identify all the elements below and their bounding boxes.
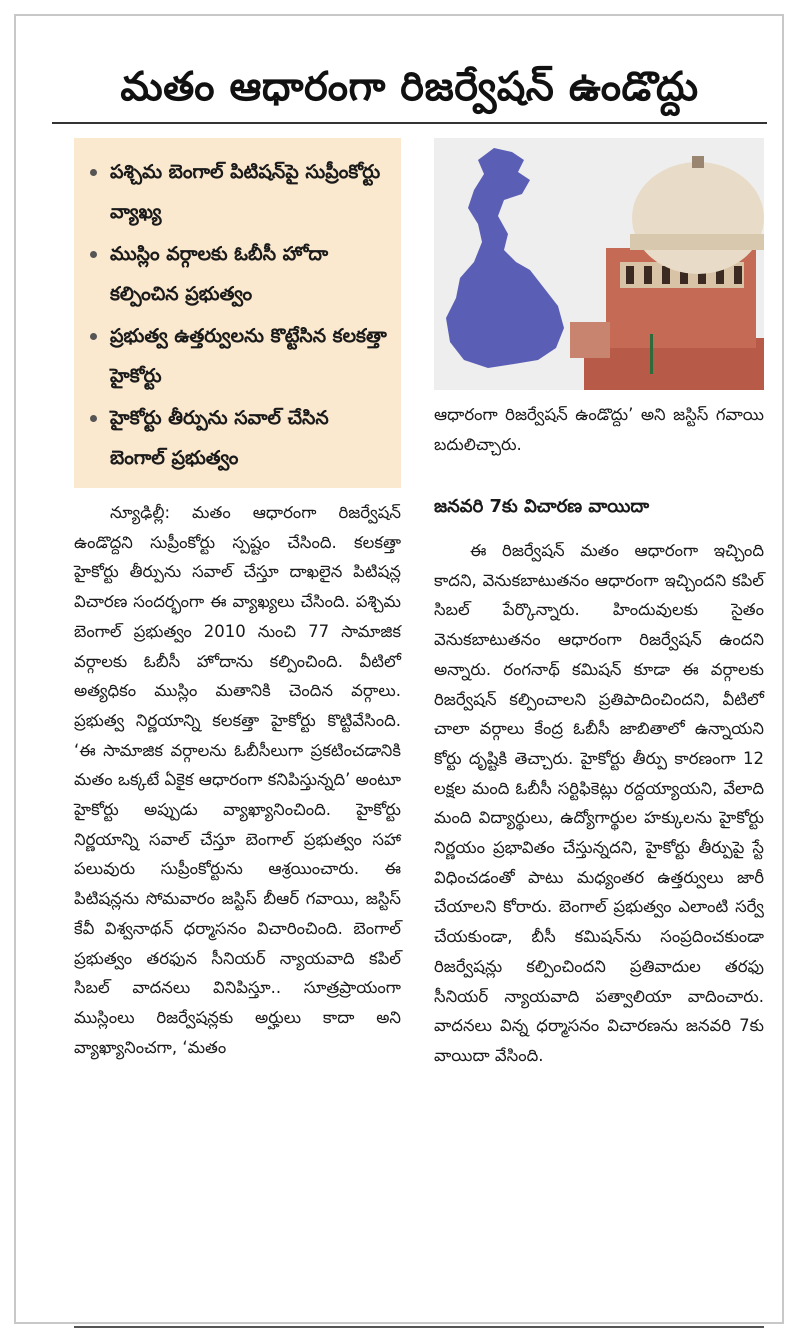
right-column-top — [434, 400, 764, 459]
left-column — [74, 498, 401, 1062]
article-body-continued: ఆధారంగా రిజర్వేషన్ ఉండొద్దు’ అని జస్టిస్ గవాయి బదులిచ్చారు. — [434, 405, 764, 454]
highlight-item — [88, 234, 389, 314]
flag-pole — [650, 334, 653, 374]
bullet-icon — [90, 169, 97, 176]
highlight-text: హైకోర్టు తీర్పును సవాల్ చేసిన బెంగాల్ ప్రభుత్వం — [110, 407, 329, 469]
highlight-item — [88, 316, 389, 396]
right-column — [434, 536, 764, 1071]
subheading: జనవరి 7కు విచారణ వాయిదా — [434, 496, 650, 517]
dome-finial — [692, 156, 704, 168]
dome-drum — [630, 234, 764, 250]
bullet-icon — [90, 415, 97, 422]
court-dome — [632, 162, 764, 274]
news-photo — [434, 138, 764, 390]
highlight-text: ముస్లిం వర్గాలకు ఓబీసీ హోదా కల్పించిన ప్రభుత్వం — [110, 243, 329, 305]
headline-rule — [52, 122, 767, 124]
newspaper-clipping — [14, 14, 784, 1324]
highlight-item — [88, 152, 389, 232]
bullet-icon — [90, 333, 97, 340]
headline: మతం ఆధారంగా రిజర్వేషన్ ఉండొద్దు — [120, 64, 699, 110]
highlights-box — [74, 138, 401, 488]
court-wing — [570, 322, 610, 358]
article-body-left: న్యూఢిల్లీ: మతం ఆధారంగా రిజర్వేషన్ ఉండొద్దని సుప్రీంకోర్టు స్పష్టం చేసింది. కలకత్తా హైకోర్టు తీర్పును సవాల్ చేస్తూ దాఖలైన పిటిషన్ల విచారణ సందర్భంగా ఈ వ్యాఖ్యలు చేసింది. పశ్చిమ బెంగాల్ ప్రభుత్వం 2010 నుంచి 77 సామాజిక వర్గాలకు ఓబీసీ హోదాను కల్పించింది. వీటిలో అత్యధికం ముస్లిం మతానికి చెందిన వర్గాలు. ప్రభుత్వ నిర్ణయాన్ని కలకత్తా హైకోర్టు కొట్టివేసింది. ‘ఈ సామాజిక వర్గాలను ఓబీసీలుగా ప్రకటించడానికి మతం ఒక్కటే ఏకైక ఆధారంగా కనిపిస్తున్నది’ అంటూ హైకోర్టు అప్పుడు వ్యాఖ్యానించింది. హైకోర్టు నిర్ణయాన్ని సవాల్ చేస్తూ బెంగాల్ ప్రభుత్వం సహా పలువురు సుప్రీంకోర్టును ఆశ్రయించారు. ఈ పిటిషన్లను సోమవారం జస్టిస్ బీఆర్ గవాయి, జస్టిస్ కేవీ విశ్వనాథన్ ధర్మాసనం విచారించింది. బెంగాల్ ప్రభుత్వం తరఫున సీనియర్ న్యాయవాది కపిల్ సిబల్ వాదనలు వినిపిస్తూ.. సూత్రప్రాయంగా ముస్లింలు రిజర్వేషన్లకు అర్హులు కాదా అని వ్యాఖ్యానించగా, ‘మతం — [74, 503, 401, 1057]
supreme-court-map-photo — [434, 138, 764, 390]
highlight-text: పశ్చిమ బెంగాల్ పిటిషన్‌పై సుప్రీంకోర్టు వ్యాఖ్య — [110, 161, 381, 223]
highlight-item — [88, 398, 389, 478]
footer-rule — [74, 1326, 764, 1328]
bullet-icon — [90, 251, 97, 258]
highlight-text: ప్రభుత్వ ఉత్తర్వులను కొట్టేసిన కలకత్తా హైకోర్టు — [110, 325, 387, 387]
article-body-right: ఈ రిజర్వేషన్ మతం ఆధారంగా ఇచ్చింది కాదని, వెనుకబాటుతనం ఆధారంగా ఇచ్చిందని కపిల్ సిబల్ పేర్కొన్నారు. హిందువులకు సైతం వెనుకబాటుతనం ఆధారంగా రిజర్వేషన్ ఉందని అన్నారు. రంగనాథ్ కమిషన్ కూడా ఈ వర్గాలకు రిజర్వేషన్ కల్పించాలని ప్రతిపాదించిందని, వీటిలో చాలా వర్గాలు కేంద్ర ఓబీసీ జాబితాలో ఉన్నాయని కోర్టు దృష్టికి తెచ్చారు. హైకోర్టు తీర్పు కారణంగా 12 లక్షల మంది ఓబీసీ సర్టిఫికెట్లు రద్దయ్యాయని, వేలాది మంది విద్యార్థులు, ఉద్యోగార్థుల హక్కులను హైకోర్టు నిర్ణయం ప్రభావితం చేస్తున్నదని, హైకోర్టు తీర్పుపై స్టే విధించడంతో పాటు మధ్యంతర ఉత్తర్వులు జారీ చేయాలని కోరారు. బెంగాల్ ప్రభుత్వం ఎలాంటి సర్వే చేయకుండా, బీసీ కమిషన్‌ను సంప్రదించకుండా రిజర్వేషన్లు కల్పించిందని ప్రతివాదుల తరఫు సీనియర్ న్యాయవాది పత్వాలియా వాదించారు. వాదనలు విన్న ధర్మాసనం విచారణను జనవరి 7కు వాయిదా వేసింది. — [434, 541, 764, 1065]
